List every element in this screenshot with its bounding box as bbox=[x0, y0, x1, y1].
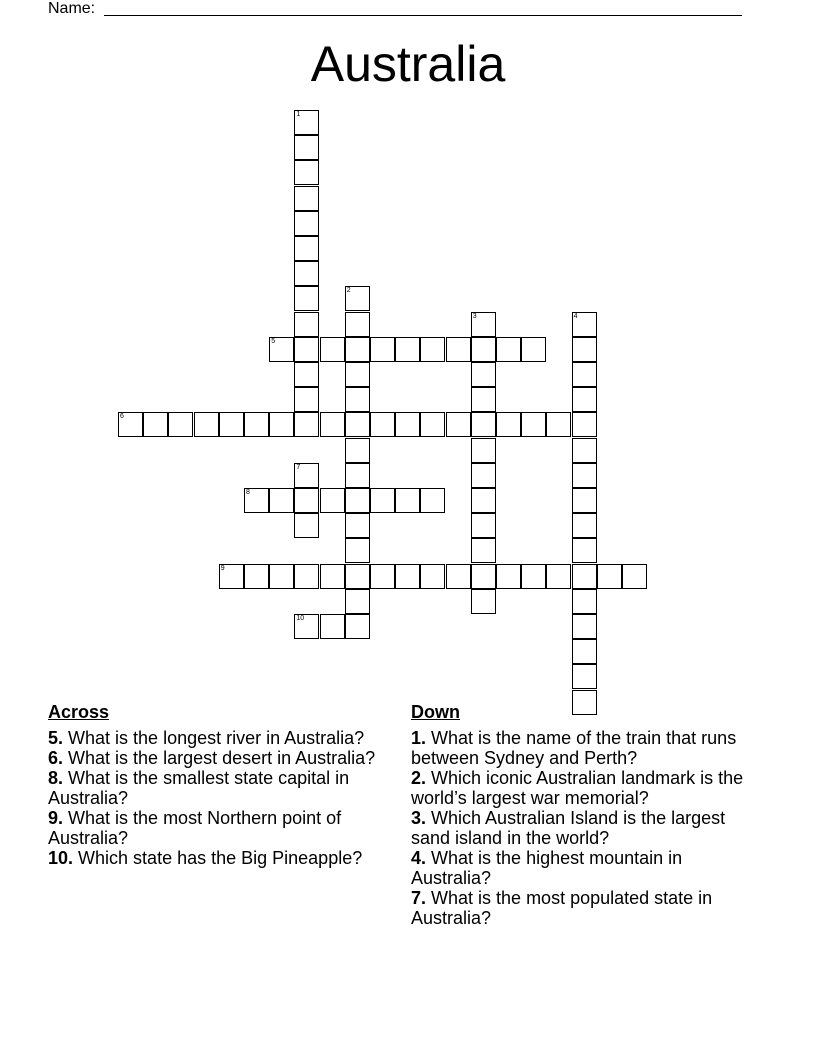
grid-cell[interactable] bbox=[572, 488, 597, 513]
grid-cell[interactable] bbox=[244, 412, 269, 437]
grid-cell[interactable] bbox=[345, 438, 370, 463]
clue-number-label: 8 bbox=[246, 489, 250, 496]
grid-cell[interactable] bbox=[471, 412, 496, 437]
grid-cell[interactable] bbox=[572, 337, 597, 362]
grid-cell[interactable] bbox=[294, 261, 319, 286]
grid-cell[interactable] bbox=[294, 412, 319, 437]
grid-cell[interactable] bbox=[320, 614, 345, 639]
clue-text: What is the name of the train that runs between Sydney and Perth? bbox=[411, 728, 737, 768]
across-heading: Across bbox=[48, 702, 110, 722]
grid-cell[interactable] bbox=[572, 513, 597, 538]
grid-cell[interactable] bbox=[521, 564, 546, 589]
grid-cell[interactable] bbox=[168, 412, 193, 437]
grid-cell[interactable] bbox=[496, 337, 521, 362]
grid-cell[interactable] bbox=[294, 463, 319, 488]
clue-number-label: 4 bbox=[573, 312, 578, 320]
clue-across bbox=[48, 848, 384, 868]
grid-cell[interactable] bbox=[496, 564, 521, 589]
grid-cell[interactable] bbox=[572, 614, 597, 639]
grid-cell[interactable] bbox=[471, 337, 496, 362]
down-heading: Down bbox=[411, 702, 460, 722]
grid-cell[interactable] bbox=[471, 312, 496, 337]
clue-number: 7. bbox=[411, 888, 427, 908]
grid-cell[interactable] bbox=[471, 387, 496, 412]
grid-cell[interactable] bbox=[345, 312, 370, 337]
grid-cell[interactable] bbox=[370, 564, 395, 589]
grid-cell[interactable] bbox=[345, 564, 370, 589]
clue-number: 1. bbox=[411, 728, 427, 748]
grid-cell[interactable] bbox=[294, 337, 319, 362]
clue-across bbox=[48, 808, 384, 848]
clue-text: Which state has the Big Pineapple? bbox=[78, 848, 363, 868]
grid-cell[interactable] bbox=[420, 488, 445, 513]
clue-text: What is the longest river in Australia? bbox=[68, 728, 365, 748]
clue-number-label: 5 bbox=[271, 337, 276, 345]
grid-cell[interactable] bbox=[294, 614, 319, 639]
clue-number-label: 3 bbox=[472, 312, 477, 320]
grid-cell[interactable] bbox=[345, 362, 370, 387]
clue-text: What is the most populated state in Australia? bbox=[411, 888, 713, 928]
grid-cell[interactable] bbox=[194, 412, 219, 437]
grid-cell[interactable] bbox=[572, 664, 597, 689]
grid-cell[interactable] bbox=[521, 412, 546, 437]
grid-cell[interactable] bbox=[395, 337, 420, 362]
clue-number-label: 6 bbox=[120, 413, 124, 421]
grid-cell[interactable] bbox=[572, 463, 597, 488]
clue-across bbox=[48, 728, 384, 748]
clue-number-label: 7 bbox=[296, 463, 301, 471]
clue-across bbox=[48, 748, 384, 768]
clue-number: 10. bbox=[48, 848, 74, 868]
clue-down bbox=[411, 808, 751, 848]
grid-cell[interactable] bbox=[572, 412, 597, 437]
grid-cell[interactable] bbox=[269, 564, 294, 589]
grid-cell[interactable] bbox=[320, 564, 345, 589]
clue-down bbox=[411, 768, 751, 808]
grid-cell[interactable] bbox=[345, 286, 370, 311]
grid-cell[interactable] bbox=[345, 513, 370, 538]
grid-cell[interactable] bbox=[294, 564, 319, 589]
grid-cell[interactable] bbox=[345, 488, 370, 513]
grid-cell[interactable] bbox=[471, 564, 496, 589]
grid-cell[interactable] bbox=[244, 564, 269, 589]
grid-cell[interactable] bbox=[345, 614, 370, 639]
clue-text: Which Australian Island is the largest sand island in the world? bbox=[411, 808, 726, 848]
grid-cell[interactable] bbox=[320, 488, 345, 513]
grid-cell[interactable] bbox=[269, 488, 294, 513]
grid-cell[interactable] bbox=[395, 488, 420, 513]
grid-cell[interactable] bbox=[294, 387, 319, 412]
grid-cell[interactable] bbox=[294, 362, 319, 387]
grid-cell[interactable] bbox=[294, 286, 319, 311]
clue-text: What is the highest mountain in Australia? bbox=[411, 848, 683, 888]
grid-cell[interactable] bbox=[294, 186, 319, 211]
grid-cell[interactable] bbox=[143, 412, 168, 437]
clue-number: 3. bbox=[411, 808, 427, 828]
grid-cell[interactable] bbox=[345, 412, 370, 437]
clue-number-label: 9 bbox=[220, 564, 225, 572]
grid-cell[interactable] bbox=[471, 589, 496, 614]
clue-number-label: 1 bbox=[296, 111, 301, 118]
grid-cell[interactable] bbox=[345, 337, 370, 362]
grid-cell[interactable] bbox=[572, 312, 597, 337]
grid-cell[interactable] bbox=[420, 564, 445, 589]
grid-cell[interactable] bbox=[471, 513, 496, 538]
grid-cell[interactable] bbox=[597, 564, 622, 589]
grid-cell[interactable] bbox=[471, 463, 496, 488]
clue-text: Which iconic Australian landmark is the world’s largest war memorial? bbox=[411, 768, 744, 808]
grid-cell[interactable] bbox=[294, 110, 319, 135]
grid-cell[interactable] bbox=[320, 412, 345, 437]
clue-number: 9. bbox=[48, 808, 64, 828]
grid-cell[interactable] bbox=[496, 412, 521, 437]
grid-cell[interactable] bbox=[521, 337, 546, 362]
grid-cell[interactable] bbox=[370, 412, 395, 437]
grid-cell[interactable] bbox=[370, 488, 395, 513]
grid-cell[interactable] bbox=[345, 589, 370, 614]
grid-cell[interactable] bbox=[546, 564, 571, 589]
clue-text: What is the smallest state capital in Australia? bbox=[48, 768, 350, 808]
grid-cell[interactable] bbox=[446, 564, 471, 589]
clue-number: 8. bbox=[48, 768, 64, 788]
grid-cell[interactable] bbox=[269, 412, 294, 437]
clue-number: 4. bbox=[411, 848, 427, 868]
clue-number: 5. bbox=[48, 728, 64, 748]
grid-cell[interactable] bbox=[345, 538, 370, 563]
grid-cell[interactable] bbox=[546, 412, 571, 437]
grid-cell[interactable] bbox=[345, 387, 370, 412]
clue-across bbox=[48, 768, 384, 808]
grid-cell[interactable] bbox=[370, 337, 395, 362]
grid-cell[interactable] bbox=[395, 564, 420, 589]
clue-down bbox=[411, 888, 751, 928]
grid-cell[interactable] bbox=[572, 362, 597, 387]
grid-cell[interactable] bbox=[294, 488, 319, 513]
grid-cell[interactable] bbox=[395, 412, 420, 437]
grid-cell[interactable] bbox=[244, 488, 269, 513]
grid-cell[interactable] bbox=[294, 211, 319, 236]
grid-cell[interactable] bbox=[294, 513, 319, 538]
grid-cell[interactable] bbox=[294, 160, 319, 185]
grid-cell[interactable] bbox=[622, 564, 647, 589]
down-clues bbox=[411, 702, 751, 928]
clue-down bbox=[411, 728, 751, 768]
grid-cell[interactable] bbox=[572, 639, 597, 664]
grid-cell[interactable] bbox=[420, 412, 445, 437]
grid-cell[interactable] bbox=[572, 387, 597, 412]
name-label: Name: bbox=[48, 0, 96, 17]
clue-number-label: 10 bbox=[296, 615, 305, 622]
grid-cell[interactable] bbox=[446, 412, 471, 437]
clue-down bbox=[411, 848, 751, 888]
grid-cell[interactable] bbox=[219, 564, 244, 589]
grid-cell[interactable] bbox=[294, 312, 319, 337]
grid-cell[interactable] bbox=[471, 362, 496, 387]
clue-number: 6. bbox=[48, 748, 64, 768]
clue-text: What is the most Northern point of Australia? bbox=[48, 808, 342, 848]
grid-cell[interactable] bbox=[294, 236, 319, 261]
clue-number-label: 2 bbox=[346, 287, 351, 295]
grid-cell[interactable] bbox=[294, 135, 319, 160]
grid-cell[interactable] bbox=[572, 564, 597, 589]
clue-text: What is the largest desert in Australia? bbox=[68, 748, 376, 768]
clue-number: 2. bbox=[411, 768, 427, 788]
grid-cell[interactable] bbox=[446, 337, 471, 362]
grid-cell[interactable] bbox=[572, 438, 597, 463]
grid-cell[interactable] bbox=[269, 337, 294, 362]
grid-cell[interactable] bbox=[345, 463, 370, 488]
grid-cell[interactable] bbox=[420, 337, 445, 362]
grid-cell[interactable] bbox=[471, 438, 496, 463]
grid-cell[interactable] bbox=[471, 488, 496, 513]
grid-cell[interactable] bbox=[219, 412, 244, 437]
grid-cell[interactable] bbox=[471, 538, 496, 563]
page-title: Australia bbox=[310, 36, 506, 92]
grid-cell[interactable] bbox=[320, 337, 345, 362]
grid-cell[interactable] bbox=[572, 589, 597, 614]
grid-cell[interactable] bbox=[118, 412, 143, 437]
across-clues bbox=[48, 702, 384, 868]
grid-cell[interactable] bbox=[572, 538, 597, 563]
